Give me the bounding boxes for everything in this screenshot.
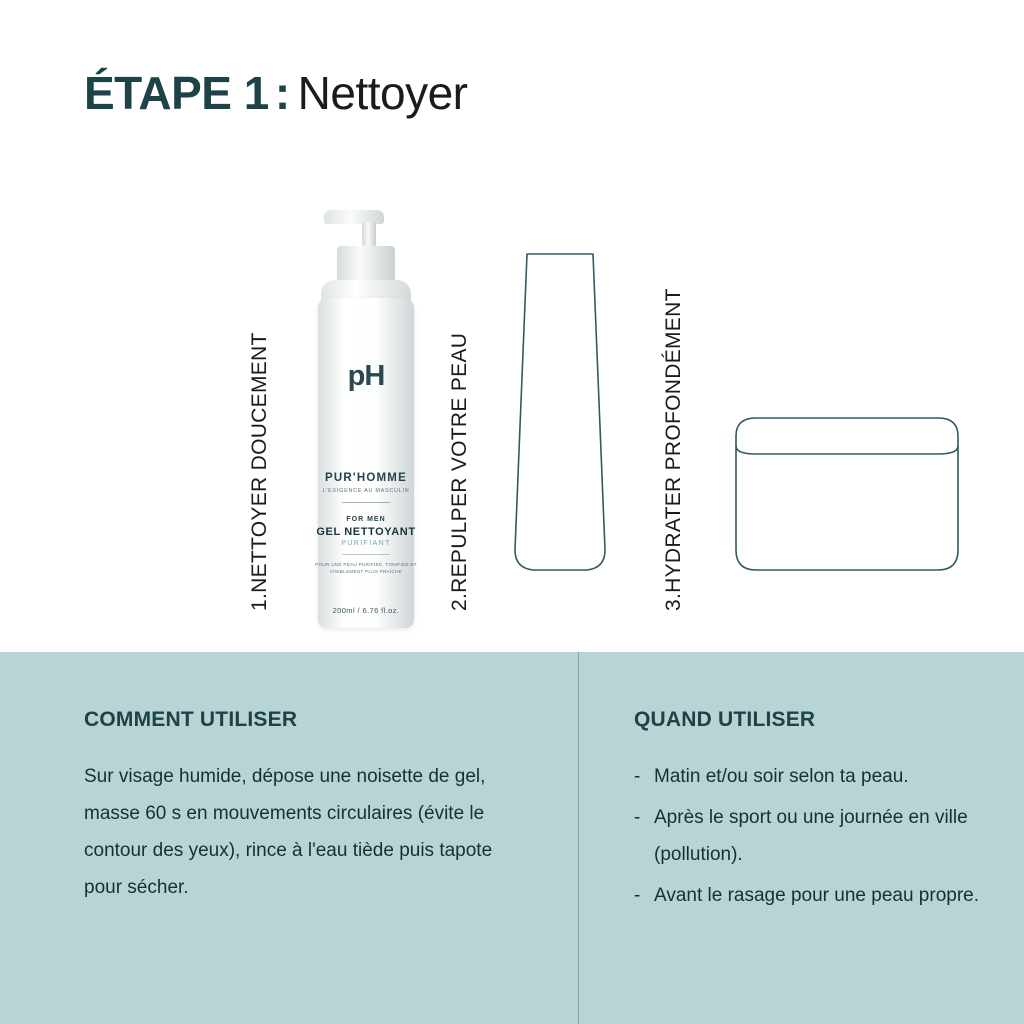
bottle-for-men: FOR MEN bbox=[346, 516, 386, 523]
when-to-use-heading: QUAND UTILISER bbox=[634, 708, 816, 731]
jar-illustration bbox=[722, 410, 972, 580]
title-separator: : bbox=[274, 67, 290, 119]
product-illustration-area bbox=[0, 150, 1024, 650]
tube-illustration bbox=[505, 250, 615, 590]
jar-outline-icon bbox=[722, 410, 972, 580]
page-title bbox=[84, 66, 468, 120]
how-to-use-heading: COMMENT UTILISER bbox=[84, 708, 298, 731]
step-label-cleanse: 1.NETTOYER DOUCEMENT bbox=[248, 332, 271, 611]
info-panel bbox=[0, 652, 1024, 1024]
bottle-product-subtitle: PURIFIANT bbox=[341, 540, 391, 547]
ph-logo: pH bbox=[347, 360, 385, 392]
tube-outline-icon bbox=[505, 250, 615, 590]
pump-bottle-illustration bbox=[306, 210, 426, 640]
bottle-tagline: L'EXIGENCE AU MASCULIN bbox=[322, 488, 410, 494]
bullet-marker: - bbox=[634, 766, 641, 787]
list-item bbox=[634, 758, 979, 795]
bottle-collar-shape bbox=[337, 246, 395, 284]
when-to-use-column bbox=[634, 708, 979, 918]
bottle-brand: PUR'HOMME bbox=[325, 472, 407, 484]
bullet-marker: - bbox=[634, 885, 641, 907]
list-item-text: Après le sport ou une journée en ville (pollution). bbox=[654, 807, 968, 866]
bottle-divider-top bbox=[342, 502, 390, 503]
bottle-description: POUR UNE PEAU PURIFIÉE, TONIFIÉE ET VISIBLEMENT PLUS FRAÎCHE bbox=[315, 562, 417, 574]
bullet-marker: - bbox=[634, 807, 641, 829]
how-to-use-column bbox=[84, 708, 494, 906]
bottle-body-shape bbox=[318, 298, 414, 628]
list-item-text: Matin et/ou soir selon ta peau. bbox=[654, 766, 909, 787]
step-label-hydrate: 3.HYDRATER PROFONDÉMENT bbox=[662, 288, 685, 611]
step-label-plump: 2.REPULPER VOTRE PEAU bbox=[448, 332, 471, 611]
bottle-product-name: GEL NETTOYANT bbox=[316, 526, 416, 538]
list-item bbox=[634, 799, 979, 873]
bottle-divider-bottom bbox=[342, 554, 390, 555]
when-to-use-list bbox=[634, 758, 979, 914]
title-name: Nettoyer bbox=[297, 67, 468, 119]
pump-neck-shape bbox=[362, 222, 376, 248]
list-item-text: Avant le rasage pour une peau propre. bbox=[654, 885, 979, 907]
title-step: ÉTAPE 1 bbox=[84, 67, 269, 119]
bottle-volume: 200ml / 6.76 fl.oz. bbox=[332, 606, 400, 615]
panel-divider bbox=[578, 652, 579, 1024]
how-to-use-body: Sur visage humide, dépose une noisette de gel, masse 60 s en mouvements circulaires (évite le contour des yeux), rince à l'eau tiède puis tapote pour sécher. bbox=[84, 766, 493, 899]
list-item bbox=[634, 877, 979, 914]
